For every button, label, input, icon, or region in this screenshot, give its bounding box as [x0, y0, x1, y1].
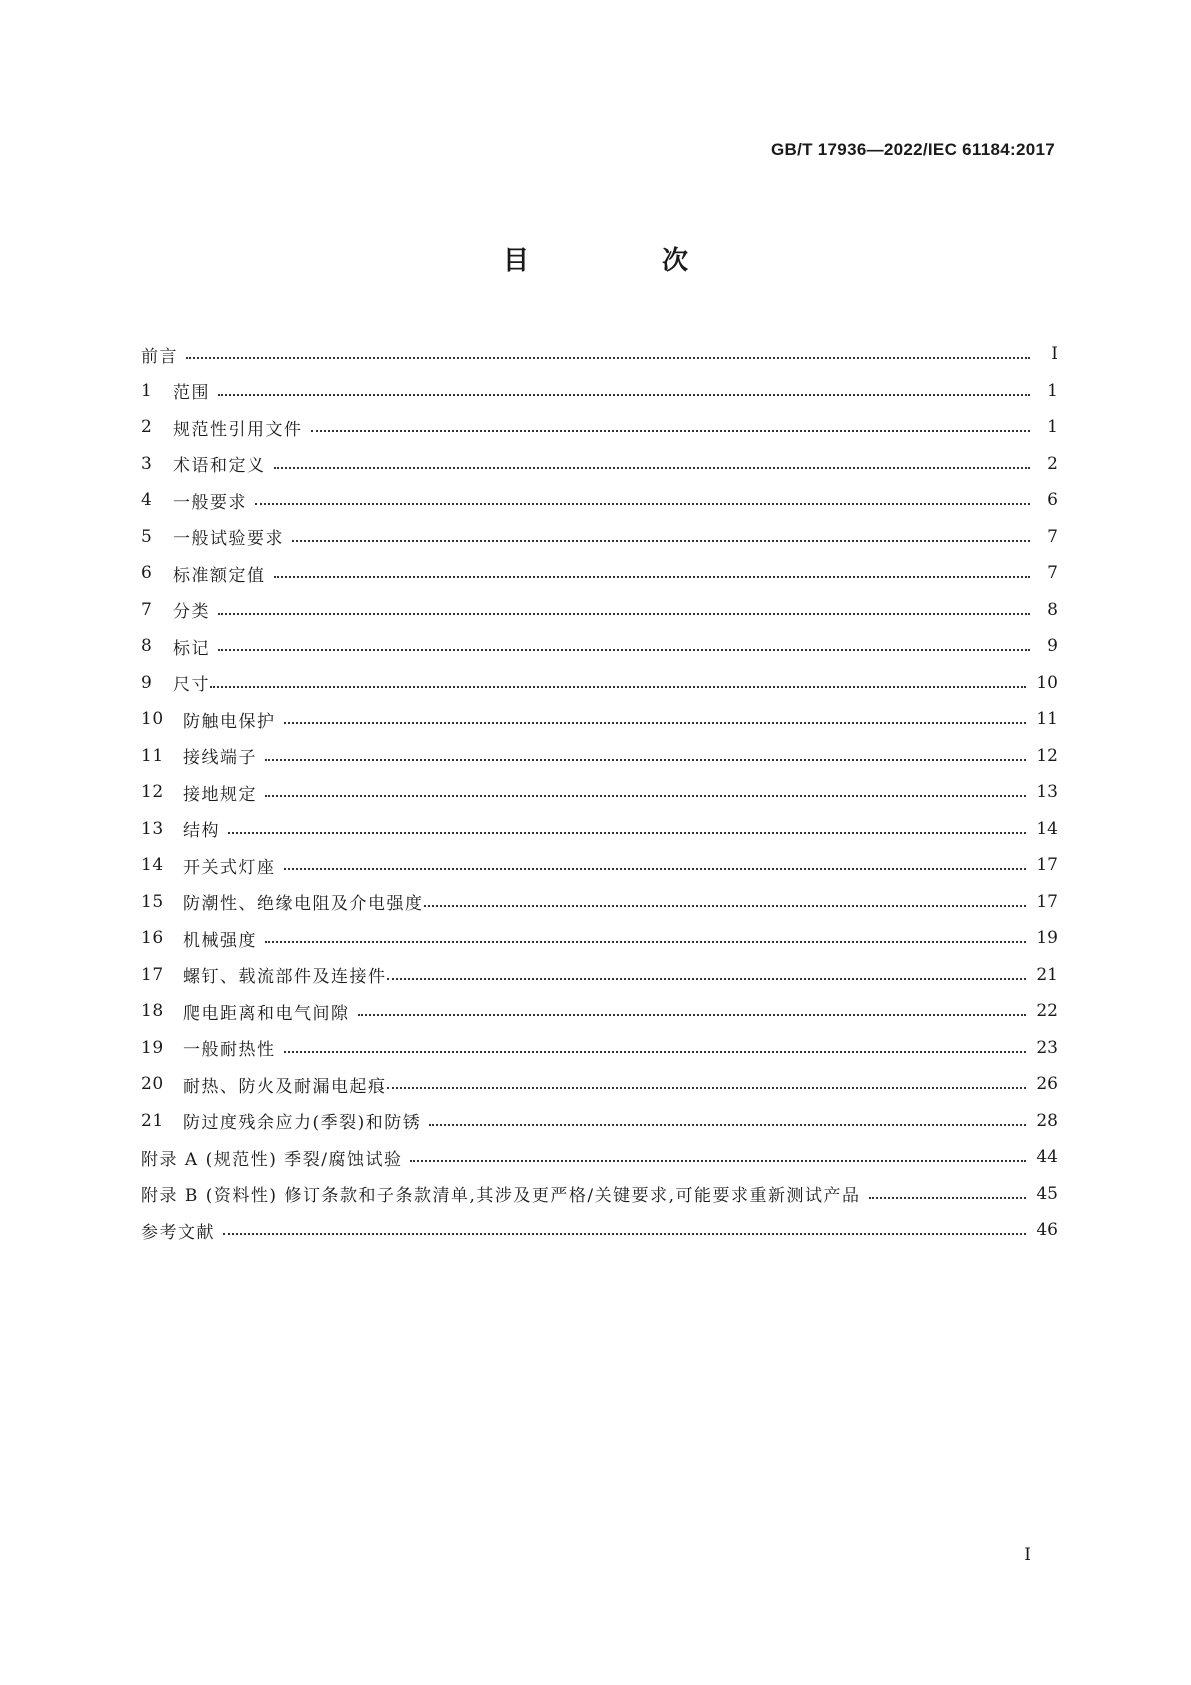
toc-entry-number: 13: [141, 818, 164, 839]
toc-entry-page: 6: [1047, 490, 1058, 511]
toc-entry-page: 28: [1036, 1110, 1058, 1131]
dot-leader: [274, 576, 1031, 578]
toc-entry-annex-b[interactable]: [141, 1176, 1058, 1213]
toc-entry-label: 耐热、防火及耐漏电起痕: [183, 1076, 387, 1097]
dot-leader: [387, 978, 1027, 980]
toc-entry-17[interactable]: [141, 957, 1058, 994]
dot-leader: [284, 1051, 1027, 1053]
toc-entry-number: 9: [141, 672, 153, 693]
toc-entry-page: Ⅰ: [1051, 344, 1058, 365]
toc-entry-4[interactable]: [141, 482, 1058, 519]
toc-entry-page: 12: [1036, 745, 1058, 766]
toc-entry-number: 5: [141, 526, 153, 547]
toc-entry-label: 尺寸: [173, 675, 210, 696]
toc-entry-label: 开关式灯座: [183, 857, 276, 878]
toc-entry-page: 9: [1047, 636, 1058, 657]
toc-entry-14[interactable]: [141, 847, 1058, 884]
dot-leader: [387, 1087, 1027, 1089]
toc-entry-page: 22: [1036, 1001, 1058, 1022]
toc-entry-15[interactable]: [141, 884, 1058, 921]
toc-entry-page: 21: [1036, 964, 1058, 985]
toc-entry-number: 6: [141, 563, 153, 584]
toc-entry-label: 标记: [173, 638, 210, 659]
toc-entry-bibliography[interactable]: [141, 1212, 1058, 1249]
toc-entry-19[interactable]: [141, 1030, 1058, 1067]
toc-entry-number: 17: [141, 964, 164, 985]
toc-entry-label: 一般试验要求: [173, 529, 284, 550]
dot-leader: [429, 1124, 1026, 1126]
toc-entry-label: 接线端子: [183, 748, 257, 769]
toc-entry-7[interactable]: [141, 592, 1058, 629]
page-title: 目 次: [502, 246, 751, 276]
toc-entry-number: 14: [141, 855, 164, 876]
toc-entry-label: 防过度残余应力(季裂)和防锈: [183, 1113, 422, 1134]
toc-entry-number: 10: [141, 709, 164, 730]
toc-entry-page: 45: [1036, 1183, 1058, 1204]
dot-leader: [274, 467, 1031, 469]
toc-entry-number: 16: [141, 928, 164, 949]
toc-entry-21[interactable]: [141, 1103, 1058, 1140]
toc-entry-page: 2: [1047, 453, 1058, 474]
toc-entry-label: 螺钉、载流部件及连接件: [183, 967, 387, 988]
toc-entry-page: 46: [1036, 1220, 1058, 1241]
toc-entry-page: 23: [1036, 1037, 1058, 1058]
dot-leader: [223, 1233, 1026, 1235]
toc-entry-18[interactable]: [141, 993, 1058, 1030]
toc-entry-9[interactable]: [141, 665, 1058, 702]
dot-leader: [410, 1160, 1026, 1162]
toc-entry-label: 防潮性、绝缘电阻及介电强度: [183, 894, 424, 915]
toc-entry-label: 规范性引用文件: [173, 419, 303, 440]
dot-leader: [869, 1197, 1027, 1199]
dot-leader: [424, 905, 1027, 907]
toc-entry-12[interactable]: [141, 774, 1058, 811]
dot-leader: [265, 759, 1026, 761]
toc-entry-label: 前言: [141, 346, 178, 367]
dot-leader: [228, 832, 1026, 834]
toc-entry-label: 附录 A (规范性) 季裂/腐蚀试验: [141, 1149, 403, 1170]
dot-leader: [284, 722, 1027, 724]
toc-entry-number: 19: [141, 1037, 164, 1058]
toc-entry-page: 13: [1036, 782, 1058, 803]
toc-entry-label: 术语和定义: [173, 456, 266, 477]
dot-leader: [358, 1014, 1027, 1016]
toc-entry-label: 范围: [173, 383, 210, 404]
toc-entry-number: 8: [141, 636, 153, 657]
toc-entry-3[interactable]: [141, 446, 1058, 483]
toc-entry-label: 一般耐热性: [183, 1040, 276, 1061]
toc-entry-label: 防触电保护: [183, 711, 276, 732]
toc-entry-number: 12: [141, 782, 164, 803]
table-of-contents: [141, 336, 1058, 1249]
dot-leader: [255, 503, 1030, 505]
toc-entry-8[interactable]: [141, 628, 1058, 665]
toc-entry-number: 20: [141, 1074, 164, 1095]
toc-entry-page: 26: [1036, 1074, 1058, 1095]
toc-entry-number: 1: [141, 380, 153, 401]
toc-entry-page: 11: [1036, 709, 1058, 730]
toc-entry-label: 标准额定值: [173, 565, 266, 586]
toc-entry-2[interactable]: [141, 409, 1058, 446]
toc-entry-label: 参考文献: [141, 1222, 215, 1243]
toc-entry-page: 1: [1047, 380, 1058, 401]
toc-entry-number: 15: [141, 891, 164, 912]
toc-entry-number: 11: [141, 745, 164, 766]
toc-entry-20[interactable]: [141, 1066, 1058, 1103]
dot-leader: [284, 868, 1027, 870]
toc-entry-page: 7: [1047, 526, 1058, 547]
toc-entry-page: 19: [1036, 928, 1058, 949]
toc-entry-label: 一般要求: [173, 492, 247, 513]
page-number: Ⅰ: [1024, 1545, 1031, 1565]
toc-entry-13[interactable]: [141, 811, 1058, 848]
dot-leader: [218, 394, 1030, 396]
toc-entry-page: 1: [1047, 417, 1058, 438]
toc-entry-label: 附录 B (资料性) 修订条款和子条款清单,其涉及更严格/关键要求,可能要求重新测试产品: [141, 1186, 861, 1207]
toc-entry-label: 结构: [183, 821, 220, 842]
toc-entry-1[interactable]: [141, 373, 1058, 410]
toc-entry-5[interactable]: [141, 519, 1058, 556]
toc-entry-number: 18: [141, 1001, 164, 1022]
toc-entry-preface[interactable]: [141, 336, 1058, 373]
toc-entry-page: 44: [1036, 1147, 1058, 1168]
dot-leader: [218, 649, 1030, 651]
toc-entry-6[interactable]: [141, 555, 1058, 592]
standard-code: GB/T 17936—2022/IEC 61184:2017: [770, 140, 1055, 159]
toc-entry-11[interactable]: [141, 738, 1058, 775]
toc-entry-number: 4: [141, 490, 153, 511]
toc-entry-label: 分类: [173, 602, 210, 623]
dot-leader: [265, 795, 1026, 797]
toc-entry-page: 17: [1036, 855, 1058, 876]
toc-entry-label: 接地规定: [183, 784, 257, 805]
toc-entry-page: 7: [1047, 563, 1058, 584]
dot-leader: [292, 540, 1030, 542]
dot-leader: [311, 430, 1031, 432]
toc-entry-10[interactable]: [141, 701, 1058, 738]
toc-entry-label: 机械强度: [183, 930, 257, 951]
dot-leader: [186, 357, 1030, 359]
dot-leader: [265, 941, 1026, 943]
toc-entry-page: 8: [1047, 599, 1058, 620]
toc-entry-number: 3: [141, 453, 153, 474]
toc-entry-page: 14: [1036, 818, 1058, 839]
toc-entry-number: 7: [141, 599, 153, 620]
dot-leader: [218, 613, 1030, 615]
toc-entry-label: 爬电距离和电气间隙: [183, 1003, 350, 1024]
toc-entry-annex-a[interactable]: [141, 1139, 1058, 1176]
toc-entry-number: 2: [141, 417, 153, 438]
toc-entry-16[interactable]: [141, 920, 1058, 957]
toc-entry-number: 21: [141, 1110, 164, 1131]
dot-leader: [210, 686, 1026, 688]
toc-entry-page: 10: [1036, 672, 1058, 693]
toc-entry-page: 17: [1036, 891, 1058, 912]
